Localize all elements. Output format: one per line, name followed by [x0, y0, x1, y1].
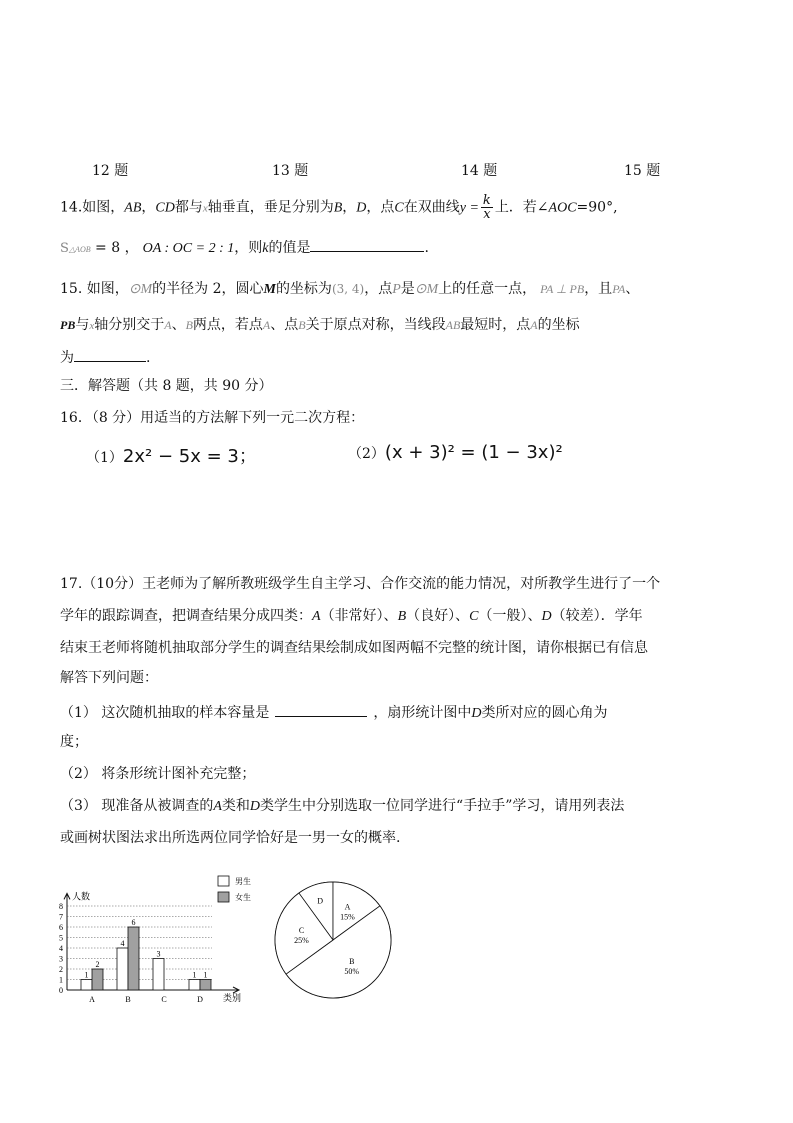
q15-text: 与: [75, 317, 90, 333]
q17-a: A: [213, 799, 222, 814]
q14-x: x: [202, 202, 208, 215]
q15-x: x: [89, 320, 95, 332]
y-tick-label: 3: [59, 954, 63, 964]
q15-answer-blank[interactable]: [74, 346, 146, 362]
q14-cd: CD: [155, 200, 175, 216]
pie-chart: [273, 880, 393, 1000]
legend-label: 男生: [235, 877, 251, 886]
q17-c: C: [469, 609, 479, 624]
bar-data-label: 2: [95, 960, 100, 969]
q17-d: D: [541, 609, 552, 624]
figure-label-14: 14 题: [461, 163, 498, 179]
bar-data-label: 3: [156, 949, 161, 959]
x-tick-label: A: [89, 995, 95, 1004]
pie-slice-label: C: [298, 926, 305, 936]
legend-swatch: [218, 892, 229, 902]
q15-circle-m: ⊙M: [414, 282, 439, 297]
q14-s-sub: △AOB: [68, 245, 91, 254]
q15-a: A: [164, 318, 172, 332]
q17-text: （非常好）、: [320, 608, 398, 624]
q17-sub2: （2） 将条形统计图补充完整；: [60, 766, 256, 782]
q15-text: 的坐标: [537, 317, 580, 333]
q17-sub3: [60, 795, 624, 818]
q14-b: B: [333, 200, 343, 216]
q15-text: 轴分别交于: [94, 317, 165, 333]
q17-text: 类所对应的圆心角为: [481, 705, 608, 721]
q15-text: 15. 如图，: [60, 281, 129, 297]
q16-part1: [86, 442, 257, 468]
q17-text: 类和: [221, 798, 250, 814]
y-tick-label: 4: [59, 944, 63, 953]
q15-p: P: [392, 282, 401, 297]
q14-answer-blank[interactable]: [310, 236, 424, 252]
bar-data-label: 6: [131, 918, 136, 927]
q14-text: ，点: [366, 199, 395, 216]
q15-line2: [60, 315, 580, 336]
q17-text: （较差）．学年: [551, 608, 643, 624]
q14-text: =90°,: [576, 199, 618, 216]
q15-text: 上的任意一点，: [438, 281, 537, 297]
q15-text: 为: [60, 350, 74, 366]
q17-text: （一般）、: [478, 608, 542, 624]
q15-text: 最短时，点: [460, 317, 531, 333]
q14-line2: [60, 236, 429, 260]
bar-data-label: 1: [84, 970, 89, 980]
pie-slice-label: A: [344, 902, 351, 912]
q14-sep: ，: [141, 199, 156, 216]
q15-a: A: [262, 318, 271, 332]
y-tick-label: 7: [59, 912, 63, 922]
q17-sub1: [60, 701, 607, 725]
q15-line1: [60, 279, 639, 300]
q17-text: 学年的跟踪调查，把调查结果分成四类：: [60, 608, 312, 624]
y-tick-label: 2: [59, 965, 63, 974]
q15-pb: PB: [60, 318, 76, 332]
q14-s-val: = 8 ，: [90, 240, 139, 256]
q14-y-eq: y =: [459, 200, 479, 216]
bar-data-label: 1: [203, 970, 208, 980]
q14-k: k: [262, 241, 269, 256]
x-tick-label: B: [125, 995, 131, 1004]
q15-a: A: [530, 318, 538, 332]
q14-text: 都与: [174, 199, 203, 216]
q15-text: .: [146, 350, 151, 366]
q16-title: 16．（8 分）用适当的方法解下列一元二次方程：: [60, 410, 365, 426]
q14-fraction: [481, 194, 493, 221]
bar: [92, 969, 103, 990]
q15-text: 关于原点对称，当线段: [305, 317, 446, 333]
q17-text: （1） 这次随机抽取的样本容量是: [60, 705, 270, 721]
figure-label-12: 12 题: [92, 163, 129, 179]
q17-line1: 17.（10分）王老师为了解所教班级学生自主学习、合作交流的能力情况，对所教学生进行了一个: [60, 576, 661, 592]
q17-d: D: [471, 706, 482, 721]
x-tick-label: C: [161, 995, 167, 1004]
q15-m: M: [263, 282, 276, 297]
pie-percent-label: 50%: [344, 966, 360, 976]
y-tick-label: 1: [59, 975, 63, 985]
q17-sub4: 或画树状图法求出所选两位同学恰好是一男一女的概率.: [60, 830, 401, 846]
y-tick-label: 5: [59, 933, 63, 943]
section-heading: 三．解答题（共 8 题，共 90 分）: [60, 378, 273, 394]
bar-chart: [55, 870, 255, 1010]
q15-line3: [60, 346, 150, 368]
x-tick-label: D: [197, 995, 203, 1004]
q14-text: 的值是: [268, 240, 311, 256]
q15-text: 两点，若点: [192, 317, 263, 333]
bar-data-label: 1: [192, 970, 197, 980]
q15-b: B: [185, 318, 193, 332]
q15-text: 、: [171, 317, 186, 333]
bar: [128, 927, 139, 990]
q15-b: B: [298, 318, 306, 332]
q14-ratio: OA : OC = 2 : 1: [142, 241, 235, 256]
q14-text: .: [424, 240, 429, 256]
q15-text: 、点: [270, 317, 299, 333]
pie-percent-label: 25%: [294, 936, 309, 946]
q15-ab: AB: [445, 318, 461, 332]
q16-part-label: （2）: [348, 446, 385, 462]
q17-sample-size-blank[interactable]: [275, 701, 367, 717]
pie-slice-label: D: [317, 896, 323, 906]
y-tick-label: 8: [59, 902, 63, 911]
q14-text: 轴垂直，垂足分别为: [207, 199, 334, 216]
q16-equation-1: 2x² − 5x = 3；: [122, 446, 257, 467]
figure-label-13: 13 题: [272, 163, 309, 179]
q17-line3: 结束王老师将随机抽取部分学生的调查结果绘制成如图两幅不完整的统计图，请你根据已有信息: [60, 640, 648, 656]
q16-equation-2: (x + 3)² = (1 − 3x)²: [384, 442, 563, 463]
q17-text: （良好）、: [406, 608, 470, 624]
q17-a: A: [312, 609, 321, 624]
y-tick-label: 6: [59, 923, 63, 932]
bar: [81, 980, 92, 991]
q15-text: ，点: [364, 281, 393, 297]
q14-sep: ，: [342, 199, 357, 216]
q15-pa: PA: [612, 282, 626, 296]
q17-text: ，扇形统计图中: [373, 705, 472, 721]
y-axis-label: 人数: [72, 891, 91, 902]
q14-line1: [60, 194, 618, 221]
q17-text: （3） 现准备从被调查的: [60, 798, 214, 814]
q14-text: 14.如图，: [60, 199, 125, 216]
q15-coord: (3, 4): [331, 282, 365, 296]
q15-text: 的半径为 2，圆心: [152, 281, 264, 297]
x-axis-label: 类别: [223, 993, 242, 1003]
q15-text: 是: [400, 281, 415, 297]
q15-circle-m: ⊙M: [128, 282, 153, 297]
bar: [117, 948, 128, 990]
q17-line2: [60, 605, 643, 628]
q17-line4: 解答下列问题：: [60, 670, 158, 686]
bar: [153, 959, 164, 991]
legend-swatch: [218, 876, 229, 886]
figure-label-15: 15 题: [624, 163, 661, 179]
q14-aoc: AOC: [548, 200, 577, 216]
bar: [189, 980, 200, 991]
q14-c: C: [394, 200, 404, 216]
q14-text: 在双曲线: [403, 199, 460, 216]
q17-b: B: [397, 609, 407, 624]
q14-ab: AB: [124, 200, 142, 216]
q15-perp: PA ⊥ PB: [540, 282, 585, 296]
pie-percent-label: 15%: [340, 912, 355, 922]
q17-text: 类学生中分别选取一位同学进行“手拉手”学习，请用列表法: [260, 798, 625, 814]
bar-data-label: 4: [120, 939, 125, 948]
bar: [200, 980, 211, 991]
q15-text: ，且: [584, 281, 613, 297]
y-tick-label: 0: [59, 986, 63, 995]
q14-text: 上．若∠: [494, 199, 549, 216]
q16-part-label: （1）: [86, 450, 123, 466]
q15-text: 的坐标为: [275, 281, 332, 297]
q16-part2: [348, 442, 563, 463]
q14-d: D: [356, 200, 367, 216]
q14-text: ，则: [234, 240, 263, 256]
q14-frac-num: k: [482, 193, 491, 208]
legend-label: 女生: [235, 893, 251, 902]
q17-d: D: [249, 799, 261, 814]
q14-frac-den: x: [483, 207, 491, 222]
q14-s-aob: S: [60, 241, 69, 256]
q17-sub1-end: 度；: [60, 734, 88, 750]
q15-text: 、: [625, 281, 640, 297]
pie-slice-label: B: [349, 956, 355, 966]
